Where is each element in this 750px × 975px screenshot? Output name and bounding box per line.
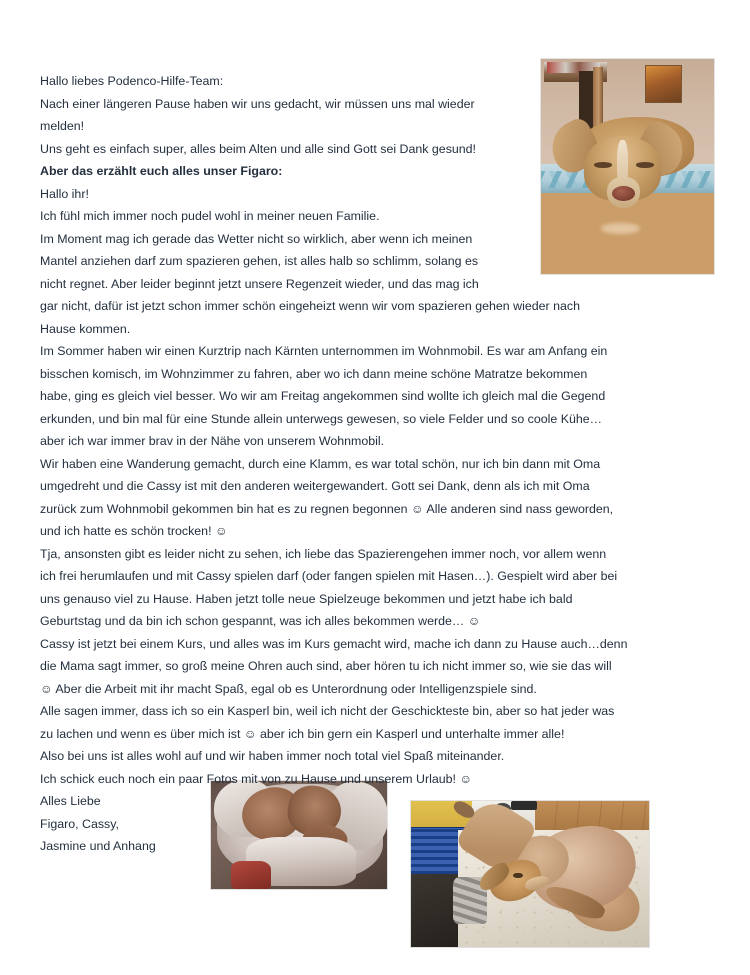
letter-line: Cassy ist jetzt bei einem Kurs, und alles was im Kurs gemacht wird, mache ich dann zu Hause auch…denn: [40, 636, 628, 651]
letter-line: Uns geht es einfach super, alles beim Alten und alle sind Gott sei Dank gesund!: [40, 141, 477, 156]
letter-line: Ich schick euch noch ein paar Fotos mit von zu Hause und unserem Urlaub! ☺: [40, 771, 473, 786]
letter-line: Hallo liebes Podenco-Hilfe-Team:: [40, 74, 224, 88]
letter-line: zu lachen und wenn es über mich ist ☺ aber ich bin gern ein Kasperl und unterhalte immer alle!: [40, 726, 565, 741]
letter-line: Alle sagen immer, dass ich so ein Kasperl bin, weil ich nicht der Geschickteste bin, aber so hat jeder was: [40, 704, 615, 718]
letter-line: Wir haben eine Wanderung gemacht, durch eine Klamm, es war total schön, nur ich bin dann mit Oma: [40, 456, 601, 471]
letter-line: bisschen komisch, im Wohnzimmer zu fahren, aber wo ich dann meine schöne Matratze bekommen: [40, 366, 588, 381]
letter-line: habe, ging es gleich viel besser. Wo wir am Freitag angekommen sind wollte ich gleich mal die Gegend: [40, 389, 606, 403]
letter-line: nicht regnet. Aber leider beginnt jetzt unsere Regenzeit wieder, und das mag ich: [40, 276, 479, 291]
letter-line: aber ich war immer brav in der Nähe von unserem Wohnmobil.: [40, 434, 385, 448]
letter-line: Tja, ansonsten gibt es leider nicht zu sehen, ich liebe das Spazierengehen immer noch, vor allem wenn: [40, 546, 607, 561]
letter-line: ☺ Aber die Arbeit mit ihr macht Spaß, egal ob es Unterordnung oder Intelligenzspiele sind.: [40, 681, 537, 696]
letter-line: Im Sommer haben wir einen Kurztrip nach Kärnten unternommen im Wohnmobil. Es war am Anfang ein: [40, 344, 608, 358]
letter-line: Ich fühl mich immer noch pudel wohl in meiner neuen Familie.: [40, 209, 380, 223]
letter-line: Hause kommen.: [40, 321, 131, 336]
letter-line: Jasmine und Anhang: [40, 839, 156, 853]
letter-line: Aber das erzählt euch alles unser Figaro:: [40, 164, 283, 178]
letter-line: erkunden, und bin mal für eine Stunde allein unterwegs gewesen, so viele Felder und so coole Kühe…: [40, 411, 603, 426]
letter-line: Nach einer längeren Pause haben wir uns gedacht, wir müssen uns mal wieder: [40, 96, 475, 111]
letter-line: Geburtstag und da bin ich schon gespannt, was ich alles bekommen werde… ☺: [40, 614, 481, 628]
letter-line: und ich hatte es schön trocken! ☺: [40, 524, 228, 538]
letter-line: Im Moment mag ich gerade das Wetter nicht so wirklich, aber wenn ich meinen: [40, 231, 473, 246]
letter-body: [40, 70, 712, 858]
letter-line: gar nicht, dafür ist jetzt schon immer schön eingeheizt wenn wir vom spazieren gehen wieder nach: [40, 299, 580, 313]
letter-line: Alles Liebe: [40, 794, 101, 808]
letter-line: die Mama sagt immer, so groß meine Ohren auch sind, aber hören tu ich nicht immer so, wie sie das will: [40, 659, 612, 673]
letter-line: ich frei herumlaufen und mit Cassy spielen darf (oder fangen spielen mit Hasen…). Gespielt wird aber bei: [40, 569, 618, 583]
letter-line: Hallo ihr!: [40, 186, 89, 201]
letter-line: melden!: [40, 119, 85, 133]
letter-line: umgedreht und die Cassy ist mit den anderen weitergewandert. Gott sei Dank, denn als ich mit Oma: [40, 479, 590, 493]
letter-line: uns genauso viel zu Hause. Haben jetzt tolle neue Spielzeuge bekommen und jetzt habe ich bald: [40, 591, 573, 606]
letter-line: Figaro, Cassy,: [40, 816, 119, 831]
letter-line: Mantel anziehen darf zum spazieren gehen, ist alles halb so schlimm, solang es: [40, 254, 479, 268]
letter-line: zurück zum Wohnmobil gekommen bin hat es zu regnen begonnen ☺ Alle anderen sind nass geworden,: [40, 501, 614, 516]
letter-line: Also bei uns ist alles wohl auf und wir haben immer noch total viel Spaß miteinander.: [40, 749, 505, 763]
